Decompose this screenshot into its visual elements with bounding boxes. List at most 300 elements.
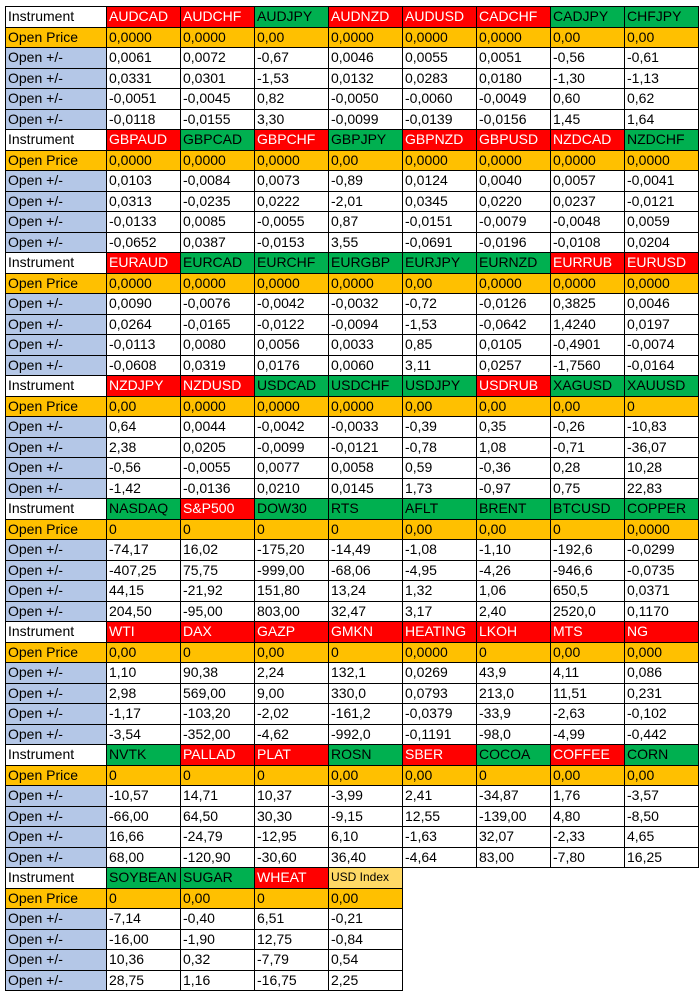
open-price-value: 0,00 — [551, 27, 625, 48]
instrument-label: Instrument — [6, 745, 107, 766]
delta-value: 64,50 — [181, 806, 255, 827]
instrument-name: GBPUSD — [477, 130, 551, 151]
delta-label: Open +/- — [6, 191, 107, 212]
delta-value: 2,24 — [255, 663, 329, 684]
instrument-name: MTS — [551, 622, 625, 643]
delta-value: 90,38 — [181, 663, 255, 684]
open-price-value: 0 — [551, 519, 625, 540]
delta-row — [6, 929, 699, 950]
open-price-value: 0,000 — [625, 642, 699, 663]
delta-row — [6, 335, 699, 356]
instrument-name: WHEAT — [255, 868, 329, 889]
delta-value: 32,07 — [477, 827, 551, 848]
delta-value: -161,2 — [329, 704, 403, 725]
open-price-row — [6, 273, 699, 294]
delta-value: -1,63 — [403, 827, 477, 848]
delta-value: -0,0050 — [329, 89, 403, 110]
open-price-label: Open Price — [6, 519, 107, 540]
instrument-name: EURCHF — [255, 253, 329, 274]
delta-value: 1,64 — [625, 109, 699, 130]
instrument-row — [6, 499, 699, 520]
delta-value: 0,0124 — [403, 171, 477, 192]
open-price-row — [6, 888, 699, 909]
open-price-value: 0,0000 — [255, 396, 329, 417]
instrument-name: RTS — [329, 499, 403, 520]
delta-value: -0,39 — [403, 417, 477, 438]
open-price-row — [6, 396, 699, 417]
delta-value: -0,4901 — [551, 335, 625, 356]
delta-value: -1,10 — [477, 540, 551, 561]
instrument-name: USD Index — [329, 868, 403, 889]
open-price-value: 0,0000 — [625, 273, 699, 294]
delta-value: -139,00 — [477, 806, 551, 827]
delta-value: 0,0044 — [181, 417, 255, 438]
delta-value: 0,0301 — [181, 68, 255, 89]
open-price-value: 0,0000 — [551, 273, 625, 294]
open-price-row — [6, 27, 699, 48]
delta-value: 28,75 — [107, 970, 181, 991]
delta-value: 0,0040 — [477, 171, 551, 192]
open-price-value: 0,0000 — [107, 27, 181, 48]
delta-value: 0,3825 — [551, 294, 625, 315]
open-price-value: 0 — [107, 888, 181, 909]
delta-value: -0,0032 — [329, 294, 403, 315]
delta-label: Open +/- — [6, 847, 107, 868]
empty-cell — [403, 909, 477, 930]
delta-value: 0,086 — [625, 663, 699, 684]
instrument-name: GMKN — [329, 622, 403, 643]
delta-value: -16,75 — [255, 970, 329, 991]
delta-value: -0,0033 — [329, 417, 403, 438]
instrument-name: AUDUSD — [403, 7, 477, 28]
empty-cell — [551, 929, 625, 950]
instrument-name: EURGBP — [329, 253, 403, 274]
instrument-name: EURNZD — [477, 253, 551, 274]
delta-value: 32,47 — [329, 601, 403, 622]
delta-value: -0,56 — [551, 48, 625, 69]
delta-value: 0,75 — [551, 478, 625, 499]
open-price-value: 0,0000 — [477, 150, 551, 171]
delta-value: 0,54 — [329, 950, 403, 971]
delta-value: 44,15 — [107, 581, 181, 602]
open-price-label: Open Price — [6, 396, 107, 417]
delta-value: 75,75 — [181, 560, 255, 581]
delta-value: 10,36 — [107, 950, 181, 971]
instrument-name: CADCHF — [477, 7, 551, 28]
delta-value: 2,98 — [107, 683, 181, 704]
delta-value: -0,84 — [329, 929, 403, 950]
empty-cell — [551, 868, 625, 889]
instrument-name: EURJPY — [403, 253, 477, 274]
delta-value: -7,14 — [107, 909, 181, 930]
delta-value: 0,0204 — [625, 232, 699, 253]
instrument-name: SBER — [403, 745, 477, 766]
open-price-value: 0,0000 — [255, 273, 329, 294]
delta-value: -10,57 — [107, 786, 181, 807]
delta-row — [6, 212, 699, 233]
delta-value: 6,51 — [255, 909, 329, 930]
delta-label: Open +/- — [6, 663, 107, 684]
delta-value: 0,87 — [329, 212, 403, 233]
delta-value: -16,00 — [107, 929, 181, 950]
delta-value: 0,0061 — [107, 48, 181, 69]
delta-value: -0,0079 — [477, 212, 551, 233]
open-price-value: 0,00 — [107, 642, 181, 663]
delta-label: Open +/- — [6, 314, 107, 335]
delta-value: -192,6 — [551, 540, 625, 561]
open-price-value: 0,0000 — [107, 273, 181, 294]
delta-value: -0,0045 — [181, 89, 255, 110]
empty-cell — [551, 950, 625, 971]
delta-label: Open +/- — [6, 970, 107, 991]
delta-value: -34,87 — [477, 786, 551, 807]
instrument-name: EURCAD — [181, 253, 255, 274]
open-price-value: 0,00 — [403, 396, 477, 417]
delta-row — [6, 909, 699, 930]
delta-row — [6, 314, 699, 335]
empty-cell — [625, 950, 699, 971]
delta-value: 2,25 — [329, 970, 403, 991]
delta-value: -0,0048 — [551, 212, 625, 233]
instrument-name: DAX — [181, 622, 255, 643]
delta-label: Open +/- — [6, 232, 107, 253]
delta-value: 22,83 — [625, 478, 699, 499]
delta-value: -0,0055 — [255, 212, 329, 233]
empty-cell — [403, 929, 477, 950]
open-price-label: Open Price — [6, 27, 107, 48]
open-price-value: 0,0000 — [107, 150, 181, 171]
open-price-value: 0 — [329, 519, 403, 540]
delta-label: Open +/- — [6, 540, 107, 561]
delta-value: -0,0164 — [625, 355, 699, 376]
delta-label: Open +/- — [6, 478, 107, 499]
delta-value: 0,0077 — [255, 458, 329, 479]
delta-value: -2,02 — [255, 704, 329, 725]
delta-value: -0,0379 — [403, 704, 477, 725]
empty-cell — [403, 868, 477, 889]
instrument-name: EURAUD — [107, 253, 181, 274]
delta-value: -30,60 — [255, 847, 329, 868]
delta-value: -4,95 — [403, 560, 477, 581]
delta-value: -95,00 — [181, 601, 255, 622]
delta-value: -2,63 — [551, 704, 625, 725]
delta-value: -0,67 — [255, 48, 329, 69]
delta-value: -0,0099 — [255, 437, 329, 458]
delta-label: Open +/- — [6, 560, 107, 581]
delta-value: 0,0180 — [477, 68, 551, 89]
delta-row — [6, 786, 699, 807]
instrument-name: NZDJPY — [107, 376, 181, 397]
delta-value: -0,0041 — [625, 171, 699, 192]
open-price-value: 0 — [181, 519, 255, 540]
delta-value: 0,0046 — [329, 48, 403, 69]
delta-row — [6, 171, 699, 192]
delta-value: -12,95 — [255, 827, 329, 848]
delta-row — [6, 191, 699, 212]
delta-row — [6, 48, 699, 69]
instrument-row — [6, 868, 699, 889]
open-price-row — [6, 150, 699, 171]
delta-value: -1,08 — [403, 540, 477, 561]
delta-value: -0,0165 — [181, 314, 255, 335]
open-price-value: 0,00 — [551, 396, 625, 417]
delta-value: 12,55 — [403, 806, 477, 827]
delta-label: Open +/- — [6, 335, 107, 356]
delta-value: -0,0042 — [255, 417, 329, 438]
empty-cell — [477, 950, 551, 971]
delta-value: 4,80 — [551, 806, 625, 827]
delta-value: 1,76 — [551, 786, 625, 807]
delta-row — [6, 478, 699, 499]
delta-value: 0,0145 — [329, 478, 403, 499]
delta-value: 1,45 — [551, 109, 625, 130]
delta-row — [6, 109, 699, 130]
delta-row — [6, 847, 699, 868]
delta-value: -8,50 — [625, 806, 699, 827]
delta-value: 1,73 — [403, 478, 477, 499]
delta-value: 330,0 — [329, 683, 403, 704]
delta-label: Open +/- — [6, 109, 107, 130]
instrument-name: LKOH — [477, 622, 551, 643]
instrument-label: Instrument — [6, 130, 107, 151]
delta-value: 0,0059 — [625, 212, 699, 233]
open-price-value: 0 — [181, 765, 255, 786]
delta-row — [6, 458, 699, 479]
delta-row — [6, 540, 699, 561]
delta-label: Open +/- — [6, 827, 107, 848]
delta-value: 213,0 — [477, 683, 551, 704]
quotes-table-body — [6, 7, 699, 991]
delta-value: 0,0056 — [255, 335, 329, 356]
open-price-value: 0,00 — [329, 150, 403, 171]
open-price-value: 0,0000 — [181, 150, 255, 171]
delta-value: 0,0090 — [107, 294, 181, 315]
delta-value: 0,35 — [477, 417, 551, 438]
instrument-name: NASDAQ — [107, 499, 181, 520]
delta-value: 0,0331 — [107, 68, 181, 89]
instrument-name: GBPCAD — [181, 130, 255, 151]
instrument-name: EURRUB — [551, 253, 625, 274]
open-price-label: Open Price — [6, 273, 107, 294]
quotes-table — [5, 6, 699, 991]
delta-value: -992,0 — [329, 724, 403, 745]
delta-value: 0,231 — [625, 683, 699, 704]
delta-value: -0,0196 — [477, 232, 551, 253]
delta-value: 1,32 — [403, 581, 477, 602]
delta-value: 10,37 — [255, 786, 329, 807]
delta-value: -0,0122 — [255, 314, 329, 335]
delta-value: 0,0371 — [625, 581, 699, 602]
delta-value: 0,0105 — [477, 335, 551, 356]
open-price-value: 0,0000 — [181, 396, 255, 417]
delta-value: 0,0237 — [551, 191, 625, 212]
delta-value: -7,79 — [255, 950, 329, 971]
delta-value: 0,0269 — [403, 663, 477, 684]
instrument-name: COFFEE — [551, 745, 625, 766]
delta-value: 68,00 — [107, 847, 181, 868]
empty-cell — [403, 888, 477, 909]
delta-value: -946,6 — [551, 560, 625, 581]
instrument-row — [6, 745, 699, 766]
instrument-name: CORN — [625, 745, 699, 766]
delta-value: 0,0033 — [329, 335, 403, 356]
open-price-value: 0 — [107, 765, 181, 786]
delta-label: Open +/- — [6, 437, 107, 458]
open-price-value: 0,00 — [181, 888, 255, 909]
empty-cell — [477, 909, 551, 930]
open-price-row — [6, 519, 699, 540]
delta-value: 2,41 — [403, 786, 477, 807]
delta-value: 151,80 — [255, 581, 329, 602]
open-price-label: Open Price — [6, 888, 107, 909]
delta-value: 132,1 — [329, 663, 403, 684]
instrument-name: PALLAD — [181, 745, 255, 766]
delta-row — [6, 827, 699, 848]
delta-value: 3,11 — [403, 355, 477, 376]
delta-value: -0,0108 — [551, 232, 625, 253]
open-price-value: 0 — [329, 642, 403, 663]
delta-label: Open +/- — [6, 950, 107, 971]
delta-value: -0,0139 — [403, 109, 477, 130]
delta-value: -10,83 — [625, 417, 699, 438]
delta-value: 30,30 — [255, 806, 329, 827]
instrument-name: CADJPY — [551, 7, 625, 28]
open-price-value: 0 — [181, 642, 255, 663]
delta-value: 11,51 — [551, 683, 625, 704]
delta-value: -0,0153 — [255, 232, 329, 253]
instrument-name: GBPAUD — [107, 130, 181, 151]
delta-value: 1,08 — [477, 437, 551, 458]
delta-row — [6, 724, 699, 745]
delta-value: 0,0220 — [477, 191, 551, 212]
instrument-name: NZDCAD — [551, 130, 625, 151]
delta-value: -66,00 — [107, 806, 181, 827]
open-price-value: 0,0000 — [625, 519, 699, 540]
empty-cell — [551, 888, 625, 909]
delta-row — [6, 294, 699, 315]
delta-value: -24,79 — [181, 827, 255, 848]
delta-value: 4,11 — [551, 663, 625, 684]
empty-cell — [625, 970, 699, 991]
delta-value: 0,59 — [403, 458, 477, 479]
instrument-name: USDJPY — [403, 376, 477, 397]
delta-value: 16,66 — [107, 827, 181, 848]
delta-value: 0,0205 — [181, 437, 255, 458]
instrument-row — [6, 130, 699, 151]
delta-value: -0,0060 — [403, 89, 477, 110]
delta-value: 14,71 — [181, 786, 255, 807]
delta-row — [6, 232, 699, 253]
delta-value: -0,0055 — [181, 458, 255, 479]
delta-value: 650,5 — [551, 581, 625, 602]
delta-value: -98,0 — [477, 724, 551, 745]
delta-value: 0,28 — [551, 458, 625, 479]
delta-value: 0,0046 — [625, 294, 699, 315]
instrument-name: USDRUB — [477, 376, 551, 397]
delta-value: 0,0210 — [255, 478, 329, 499]
delta-label: Open +/- — [6, 704, 107, 725]
open-price-value: 0 — [107, 519, 181, 540]
delta-value: -0,0084 — [181, 171, 255, 192]
delta-value: -3,57 — [625, 786, 699, 807]
delta-label: Open +/- — [6, 294, 107, 315]
open-price-value: 0,0000 — [329, 396, 403, 417]
delta-value: 0,0264 — [107, 314, 181, 335]
instrument-name: GAZP — [255, 622, 329, 643]
delta-value: -21,92 — [181, 581, 255, 602]
delta-value: -4,62 — [255, 724, 329, 745]
delta-value: -0,61 — [625, 48, 699, 69]
instrument-row — [6, 376, 699, 397]
open-price-value: 0,00 — [255, 27, 329, 48]
instrument-name: BTCUSD — [551, 499, 625, 520]
delta-value: -1,53 — [255, 68, 329, 89]
empty-cell — [403, 970, 477, 991]
open-price-label: Open Price — [6, 150, 107, 171]
delta-value: 43,9 — [477, 663, 551, 684]
delta-value: 0,62 — [625, 89, 699, 110]
delta-value: -0,0133 — [107, 212, 181, 233]
empty-cell — [551, 970, 625, 991]
delta-label: Open +/- — [6, 355, 107, 376]
delta-value: -0,0151 — [403, 212, 477, 233]
instrument-label: Instrument — [6, 622, 107, 643]
instrument-name: AUDCAD — [107, 7, 181, 28]
instrument-name: S&P500 — [181, 499, 255, 520]
delta-value: -3,99 — [329, 786, 403, 807]
delta-value: 4,65 — [625, 827, 699, 848]
delta-value: 1,10 — [107, 663, 181, 684]
delta-label: Open +/- — [6, 417, 107, 438]
delta-value: -1,13 — [625, 68, 699, 89]
delta-value: 0,0319 — [181, 355, 255, 376]
delta-value: -120,90 — [181, 847, 255, 868]
instrument-label: Instrument — [6, 868, 107, 889]
empty-cell — [625, 868, 699, 889]
delta-value: 0,0345 — [403, 191, 477, 212]
delta-value: -0,0691 — [403, 232, 477, 253]
empty-cell — [477, 929, 551, 950]
delta-value: -1,53 — [403, 314, 477, 335]
instrument-name: CHFJPY — [625, 7, 699, 28]
delta-value: 204,50 — [107, 601, 181, 622]
delta-value: -0,0049 — [477, 89, 551, 110]
delta-value: -0,0156 — [477, 109, 551, 130]
delta-value: -4,64 — [403, 847, 477, 868]
instrument-name: EURUSD — [625, 253, 699, 274]
delta-row — [6, 68, 699, 89]
delta-value: 0,0176 — [255, 355, 329, 376]
empty-cell — [625, 909, 699, 930]
delta-value: -0,0652 — [107, 232, 181, 253]
delta-value: 0,82 — [255, 89, 329, 110]
delta-row — [6, 950, 699, 971]
delta-value: -0,21 — [329, 909, 403, 930]
delta-value: -2,33 — [551, 827, 625, 848]
delta-value: 0,0085 — [181, 212, 255, 233]
instrument-name: SOYBEAN — [107, 868, 181, 889]
instrument-label: Instrument — [6, 376, 107, 397]
open-price-value: 0,00 — [403, 519, 477, 540]
delta-value: -0,442 — [625, 724, 699, 745]
delta-value: 0,0058 — [329, 458, 403, 479]
empty-cell — [403, 950, 477, 971]
open-price-value: 0,0000 — [403, 27, 477, 48]
delta-value: 0,0222 — [255, 191, 329, 212]
delta-value: -0,0113 — [107, 335, 181, 356]
open-price-label: Open Price — [6, 642, 107, 663]
instrument-name: NZDUSD — [181, 376, 255, 397]
